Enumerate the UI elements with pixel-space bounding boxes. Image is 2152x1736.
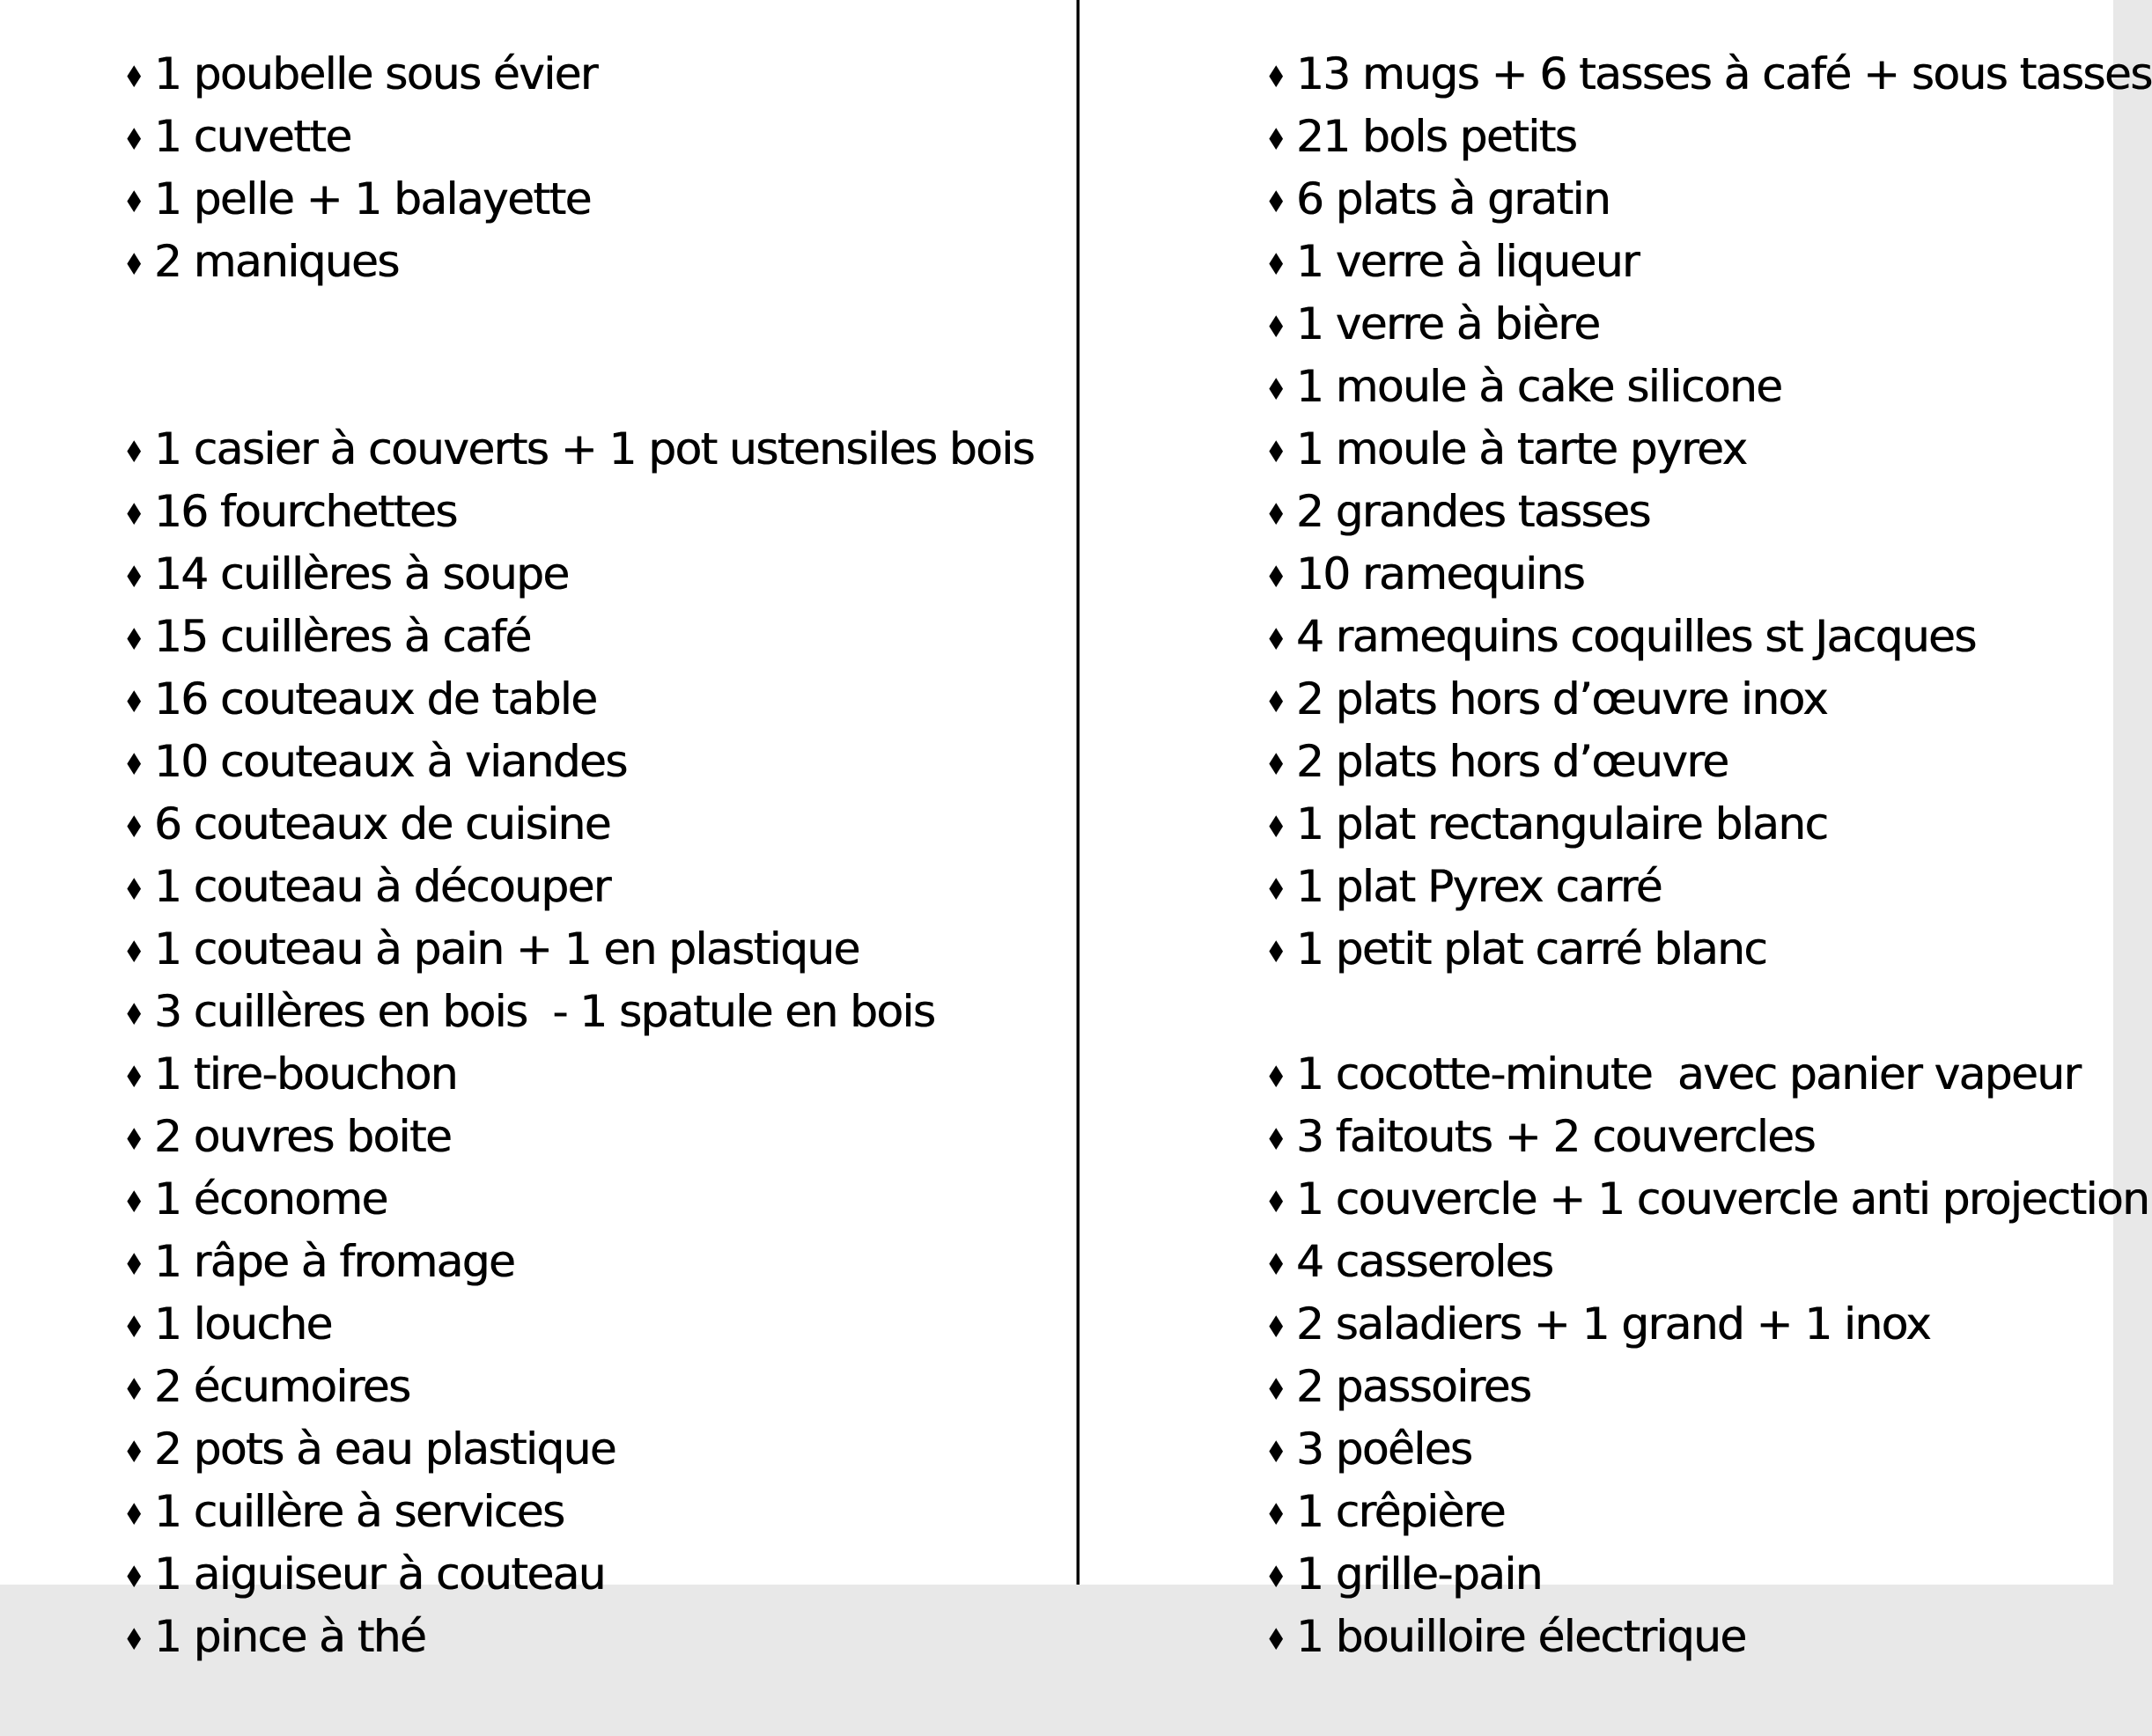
diamond-bullet-icon: ♦ [1265, 497, 1288, 533]
item-text: 1 grille-pain [1295, 1548, 1542, 1600]
column-divider [1076, 0, 1080, 1585]
item-text: 1 verre à bière [1295, 298, 1600, 349]
item-text: 1 verre à liqueur [1295, 236, 1639, 287]
item-text: 1 bouilloire électrique [1295, 1611, 1746, 1662]
item-text: 16 fourchettes [153, 486, 457, 537]
item-text: 1 couteau à découper [153, 861, 610, 912]
diamond-bullet-icon: ♦ [1265, 247, 1288, 283]
diamond-bullet-icon: ♦ [1265, 310, 1288, 345]
item-text: 6 couteaux de cuisine [153, 798, 610, 850]
diamond-bullet-icon: ♦ [1265, 60, 1288, 95]
diamond-bullet-icon: ♦ [1265, 122, 1288, 158]
diamond-bullet-icon: ♦ [123, 622, 146, 658]
diamond-bullet-icon: ♦ [123, 497, 146, 533]
item-text: 3 cuillères en bois - 1 spatule en bois [153, 986, 935, 1037]
diamond-bullet-icon: ♦ [123, 685, 146, 720]
item-text: 10 ramequins [1295, 548, 1585, 600]
item-text: 1 plat Pyrex carré [1295, 861, 1662, 912]
diamond-bullet-icon: ♦ [1265, 560, 1288, 595]
item-text: 21 bols petits [1295, 111, 1577, 162]
diamond-bullet-icon: ♦ [123, 1372, 146, 1408]
diamond-bullet-icon: ♦ [123, 185, 146, 220]
item-text: 3 poêles [1295, 1423, 1472, 1475]
item-text: 1 tire-bouchon [153, 1048, 457, 1100]
item-text: 2 saladiers + 1 grand + 1 inox [1295, 1298, 1931, 1350]
item-text: 1 moule à cake silicone [1295, 361, 1782, 412]
item-text: 1 râpe à fromage [153, 1236, 515, 1287]
diamond-bullet-icon: ♦ [1265, 1122, 1288, 1158]
item-text: 1 cuvette [153, 111, 351, 162]
item-text: 2 pots à eau plastique [153, 1423, 615, 1475]
item-text: 16 couteaux de table [153, 673, 597, 725]
diamond-bullet-icon: ♦ [123, 435, 146, 470]
item-text: 4 casseroles [1295, 1236, 1553, 1287]
item-text: 2 maniques [153, 236, 399, 287]
diamond-bullet-icon: ♦ [123, 1247, 146, 1283]
item-text: 2 plats hors d’œuvre [1295, 736, 1728, 787]
diamond-bullet-icon: ♦ [123, 1185, 146, 1220]
item-text: 4 ramequins coquilles st Jacques [1295, 611, 1976, 662]
diamond-bullet-icon: ♦ [1265, 1622, 1288, 1658]
diamond-bullet-icon: ♦ [1265, 747, 1288, 783]
item-text: 2 ouvres boite [153, 1111, 452, 1162]
list-item [1187, 981, 2111, 1100]
diamond-bullet-icon: ♦ [1265, 1185, 1288, 1220]
diamond-bullet-icon: ♦ [1265, 935, 1288, 970]
diamond-bullet-icon: ♦ [123, 1622, 146, 1658]
item-text: 6 plats à gratin [1295, 173, 1610, 224]
item-text: 1 petit plat carré blanc [1295, 923, 1767, 975]
diamond-bullet-icon: ♦ [1265, 372, 1288, 408]
item-text: 13 mugs + 6 tasses à café + sous tasses [1295, 48, 2152, 99]
item-text: 1 crêpière [1295, 1486, 1505, 1537]
item-text: 14 cuillères à soupe [153, 548, 569, 600]
item-text: 1 louche [153, 1298, 332, 1350]
diamond-bullet-icon: ♦ [1265, 1247, 1288, 1283]
diamond-bullet-icon: ♦ [1265, 185, 1288, 220]
inventory-column-left [45, 0, 1058, 1662]
diamond-bullet-icon: ♦ [1265, 622, 1288, 658]
item-text: 2 écumoires [153, 1361, 410, 1412]
diamond-bullet-icon: ♦ [1265, 1310, 1288, 1345]
list-item [45, 356, 1058, 474]
diamond-bullet-icon: ♦ [123, 997, 146, 1033]
list-item [1187, 0, 2152, 99]
diamond-bullet-icon: ♦ [123, 1310, 146, 1345]
diamond-bullet-icon: ♦ [123, 1497, 146, 1533]
item-text: 1 plat rectangulaire blanc [1295, 798, 1828, 850]
diamond-bullet-icon: ♦ [123, 747, 146, 783]
diamond-bullet-icon: ♦ [123, 1122, 146, 1158]
item-text: 1 casier à couverts + 1 pot ustensiles bois [153, 423, 1035, 474]
diamond-bullet-icon: ♦ [1265, 1497, 1288, 1533]
diamond-bullet-icon: ♦ [1265, 435, 1288, 470]
item-text: 1 poubelle sous évier [153, 48, 597, 99]
diamond-bullet-icon: ♦ [123, 122, 146, 158]
item-text: 1 cocotte-minute avec panier vapeur [1295, 1048, 2081, 1100]
item-text: 2 passoires [1295, 1361, 1531, 1412]
item-text: 2 plats hors d’œuvre inox [1295, 673, 1828, 725]
diamond-bullet-icon: ♦ [123, 935, 146, 970]
diamond-bullet-icon: ♦ [1265, 1060, 1288, 1095]
diamond-bullet-icon: ♦ [123, 1060, 146, 1095]
diamond-bullet-icon: ♦ [1265, 685, 1288, 720]
diamond-bullet-icon: ♦ [123, 60, 146, 95]
item-text: 15 cuillères à café [153, 611, 531, 662]
diamond-bullet-icon: ♦ [1265, 1560, 1288, 1595]
diamond-bullet-icon: ♦ [1265, 872, 1288, 908]
diamond-bullet-icon: ♦ [123, 1560, 146, 1595]
item-text: 1 couteau à pain + 1 en plastique [153, 923, 859, 975]
list-item [45, 0, 1058, 99]
diamond-bullet-icon: ♦ [1265, 810, 1288, 845]
item-text: 1 cuillère à services [153, 1486, 564, 1537]
item-text: 3 faitouts + 2 couvercles [1295, 1111, 1815, 1162]
list-item [45, 293, 1058, 356]
diamond-bullet-icon: ♦ [1265, 1372, 1288, 1408]
diamond-bullet-icon: ♦ [123, 247, 146, 283]
item-text: 1 pelle + 1 balayette [153, 173, 591, 224]
diamond-bullet-icon: ♦ [123, 560, 146, 595]
item-text: 1 économe [153, 1173, 387, 1225]
item-text: 10 couteaux à viandes [153, 736, 627, 787]
diamond-bullet-icon: ♦ [123, 1435, 146, 1470]
diamond-bullet-icon: ♦ [1265, 1435, 1288, 1470]
item-text: 1 aiguiseur à couteau [153, 1548, 605, 1600]
item-text: 1 couvercle + 1 couvercle anti projection [1295, 1173, 2149, 1225]
item-text: 1 pince à thé [153, 1611, 426, 1662]
item-text: 2 grandes tasses [1295, 486, 1650, 537]
diamond-bullet-icon: ♦ [123, 872, 146, 908]
item-text: 1 moule à tarte pyrex [1295, 423, 1747, 474]
diamond-bullet-icon: ♦ [123, 810, 146, 845]
inventory-column-right [1187, 0, 2152, 1662]
